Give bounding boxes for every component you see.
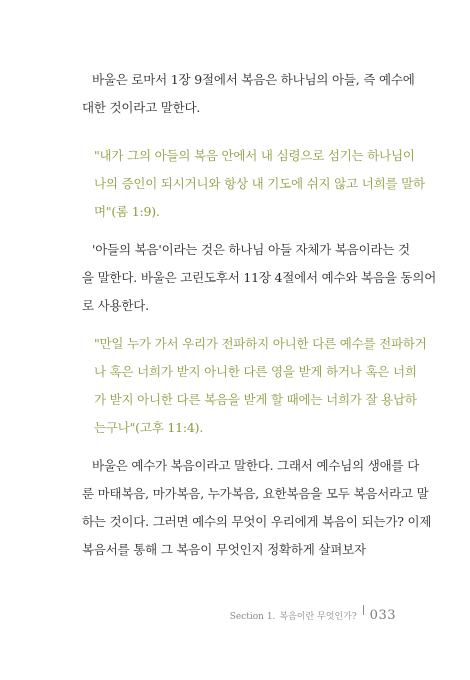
paragraph-line: '아들의 복음'이라는 것은 하나님 아들 자체가 복음이라는 것 — [92, 242, 410, 257]
quote-line: "만일 누가 가서 우리가 전파하지 아니한 다른 예수를 전파하거 — [94, 336, 427, 351]
paragraph-line: 바울은 로마서 1장 9절에서 복음은 하나님의 아들, 즉 예수에 — [92, 72, 415, 87]
quote-line: 며"(롬 1:9). — [94, 204, 160, 219]
scripture-quote-2 — [94, 330, 427, 442]
footer-section-label: Section 1. — [229, 612, 276, 622]
footer-divider — [363, 605, 364, 615]
page-footer — [230, 608, 396, 623]
quote-line: 나 혹은 너희가 받지 아니한 다른 영을 받게 하거나 혹은 너희 — [94, 364, 417, 379]
paragraph-line: 하는 것이다. 그러면 예수의 무엇이 우리에게 복음이 되는가? 이제 — [82, 514, 432, 529]
paragraph-3 — [82, 452, 432, 564]
paragraph-line: 바울은 예수가 복음이라고 말한다. 그래서 예수님의 생애를 다 — [92, 458, 420, 473]
quote-line: 는구나"(고후 11:4). — [94, 420, 204, 435]
page-number: 033 — [369, 608, 396, 623]
footer-chapter-title: 복음이란 무엇인가? — [279, 612, 357, 622]
quote-line: 나의 증인이 되시거니와 항상 내 기도에 쉬지 않고 너희를 말하 — [94, 176, 425, 191]
paragraph-line: 을 말한다. 바울은 고린도후서 11장 4절에서 예수와 복음을 동의어 — [82, 270, 437, 285]
quote-line: "내가 그의 아들의 복음 안에서 내 심령으로 섬기는 하나님이 — [94, 148, 415, 163]
quote-line: 가 받지 아니한 다른 복음을 받게 할 때에는 너희가 잘 용납하 — [94, 392, 417, 407]
paragraph-2 — [82, 236, 437, 320]
paragraph-line: 룬 마태복음, 마가복음, 누가복음, 요한복음을 모두 복음서라고 말 — [82, 486, 429, 501]
scripture-quote-1 — [94, 142, 425, 226]
paragraph-line: 대한 것이라고 말한다. — [82, 100, 201, 115]
paragraph-line: 복음서를 통해 그 복음이 무엇인지 정확하게 살펴보자 — [82, 542, 366, 557]
paragraph-1 — [82, 66, 415, 122]
paragraph-line: 로 사용한다. — [82, 298, 149, 313]
